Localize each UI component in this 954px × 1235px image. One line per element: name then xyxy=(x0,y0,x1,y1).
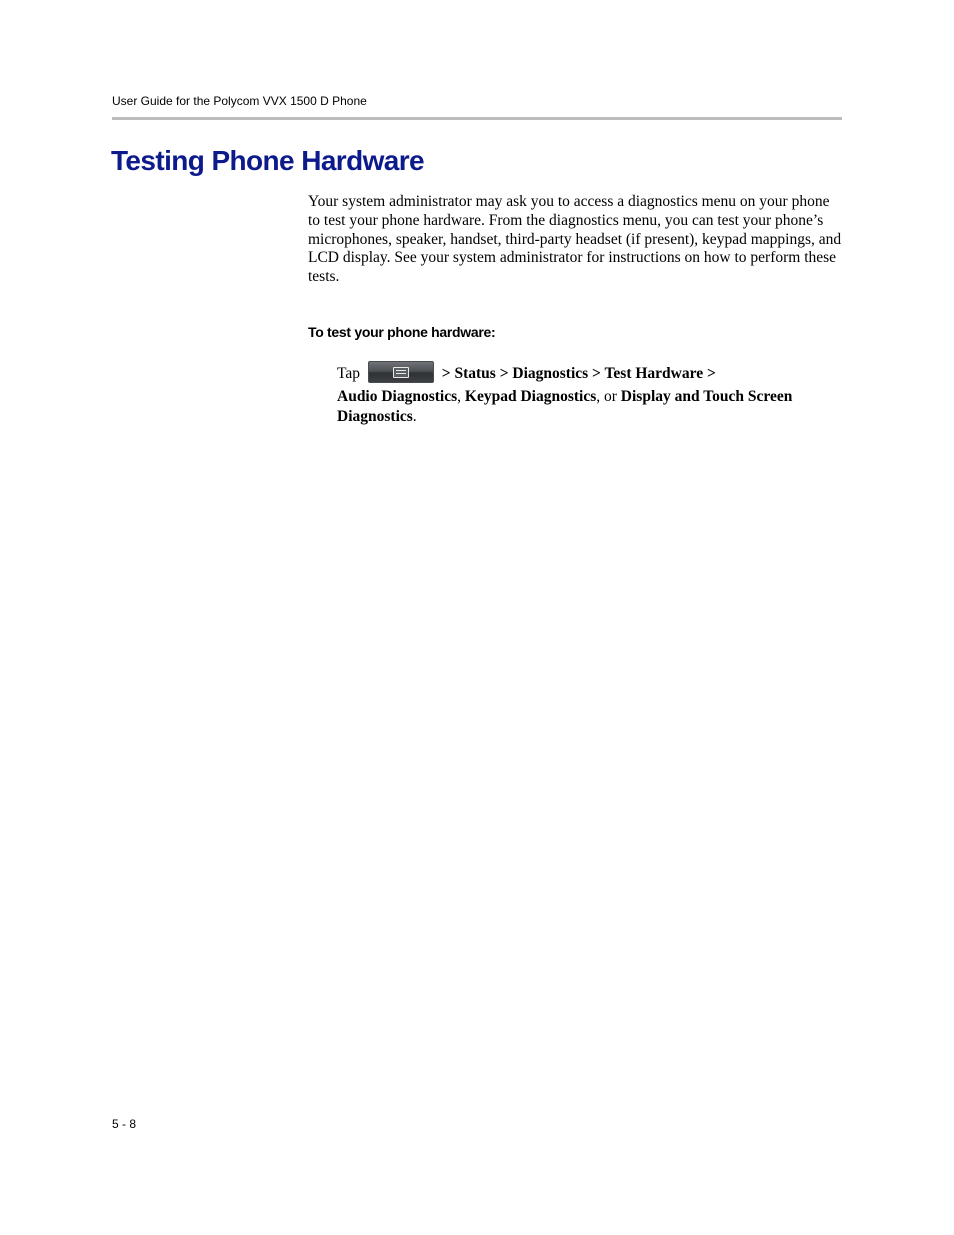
option-keypad-diagnostics: Keypad Diagnostics xyxy=(464,388,597,405)
header-rule xyxy=(112,117,842,120)
step-tap-text: Tap xyxy=(337,365,361,382)
menu-key-button xyxy=(368,361,434,383)
option-display-diagnostics: Display and Touch Screen Diagnostics xyxy=(337,388,793,425)
step-path: > Status > Diagnostics > Test Hardware > xyxy=(441,365,716,382)
intro-paragraph: Your system administrator may ask you to access a diagnostics menu on your phone to test your phone hardware. From the diagnostics menu, you can test your phone’s microphones, speaker, handset, third-party headset (if present), keypad mappings, and LCD display. See your system administrator for instructions on how to perform these tests. xyxy=(308,193,842,286)
menu-icon xyxy=(393,367,409,378)
step-end: . xyxy=(412,408,417,425)
separator-or: , or xyxy=(596,388,621,405)
page-number: 5 - 8 xyxy=(112,1117,137,1131)
procedure-step xyxy=(337,360,847,427)
page-title: Testing Phone Hardware xyxy=(111,145,425,176)
option-audio-diagnostics: Audio Diagnostics xyxy=(337,388,458,405)
step-line-1 xyxy=(337,360,847,387)
separator-comma: , xyxy=(457,388,465,405)
procedure-heading: To test your phone hardware: xyxy=(308,324,496,340)
running-header: User Guide for the Polycom VVX 1500 D Phone xyxy=(112,94,367,108)
